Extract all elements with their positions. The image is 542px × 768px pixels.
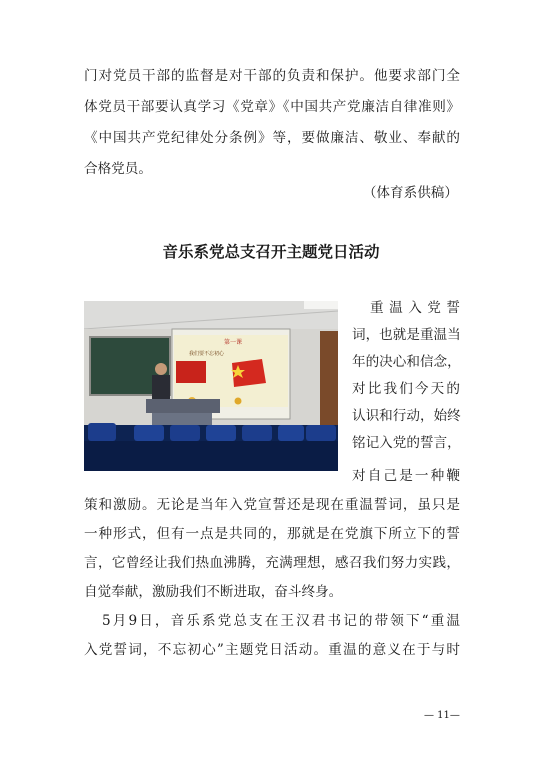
paragraph-line: 《中国共产党纪律处分条例》等，要做廉洁、敬业、奉献的 [84,130,460,146]
source-attribution: （体育系供稿） [362,185,458,201]
paragraph-line: 体党员干部要认真学习《党章》《中国共产党廉洁自律准则》 [84,99,460,115]
article-line: 言，它曾经让我们热血沸腾，充满理想，感召我们努力实践， [84,555,460,571]
event-photo [84,301,338,471]
article-line: 入党誓词，不忘初心”主题党日活动。重温的意义在于与时 [84,642,460,658]
paragraph-line: 合格党员。 [84,161,152,177]
slide-subtitle: 我们要不忘初心 [189,351,225,357]
page-number: — 11— [424,710,460,721]
article-title: 音乐系党总支召开主题党日活动 [162,243,380,261]
article-line: 一种形式，但有一点是共同的，那就是在党旗下所立下的誓 [84,526,460,542]
wrap-line: 铭记入党的誓言， [352,435,461,451]
wrap-line: 重温入党誓 [370,300,460,316]
podium [146,399,220,413]
wrap-line: 对自己是一种鞭 [352,468,460,484]
wrap-line: 认识和行动，始终 [352,408,461,424]
paragraph-line: 门对党员干部的监督是对干部的负责和保护。他要求部门全 [84,68,460,84]
wrap-line: 词，也就是重温当 [352,327,461,343]
article-line: 5月9日，音乐系党总支在王汉君书记的带领下“重温 [102,613,460,629]
wrap-line: 年的决心和信念， [352,354,461,370]
article-line: 自觉奉献，激励我们不断进取，奋斗终身。 [84,584,343,600]
wrap-line: 对比我们今天的 [352,381,460,397]
article-line: 策和激励。无论是当年入党宣誓还是现在重温誓词，虽只是 [84,497,460,513]
slide-heading: 第一课 [224,339,243,346]
